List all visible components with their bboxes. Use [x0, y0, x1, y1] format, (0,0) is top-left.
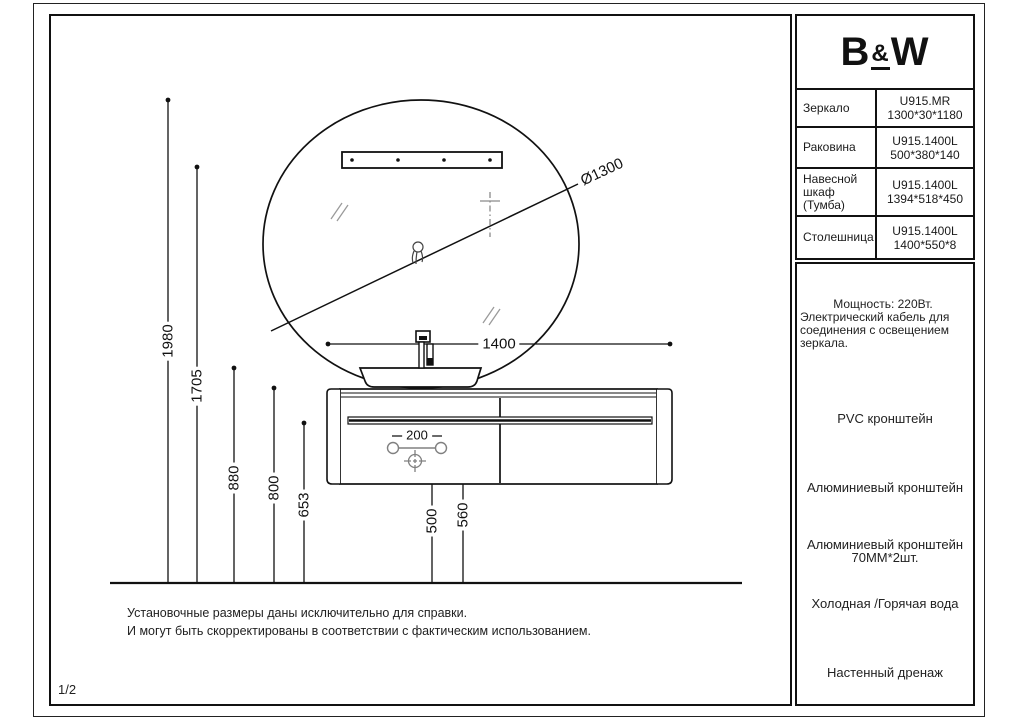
- dim-label-800: 800: [265, 472, 284, 503]
- row-model: U915.MR: [899, 94, 951, 108]
- row-name: Зеркало: [797, 90, 877, 126]
- row-model: U915.1400L: [892, 178, 958, 192]
- brand-logo: [797, 16, 973, 90]
- page-number: 1/2: [58, 682, 77, 697]
- power-note: [800, 298, 966, 350]
- dim-label-1400: 1400: [478, 336, 519, 353]
- water-supply-label: Холодная /Горячая вода: [811, 596, 959, 611]
- aluminum-bracket-small-label2: 70ММ*2шт.: [851, 550, 919, 565]
- installation-note-line1: Установочные размеры даны исключительно для справки.: [127, 606, 468, 620]
- dim-label-560: 560: [454, 499, 473, 530]
- dim-label-880: 880: [225, 462, 244, 493]
- pvc-bracket-label: PVC кронштейн: [837, 411, 933, 426]
- diameter-line: [271, 184, 578, 331]
- row-size: 1300*30*1180: [887, 108, 963, 122]
- cabinet-rail: [348, 417, 652, 424]
- table-row-basin: [797, 128, 973, 169]
- dim-label-1705: 1705: [188, 366, 207, 405]
- row-size: 1400*550*8: [893, 237, 957, 252]
- mirror-bracket-icon: [342, 152, 502, 168]
- row-model: U915.1400L: [892, 223, 958, 238]
- row-name: Навесной шкаф (Тумба): [797, 169, 877, 215]
- logo-letter-b: B: [840, 29, 871, 74]
- installation-note: [127, 604, 591, 640]
- vanity-cabinet: [327, 389, 672, 484]
- aluminum-bracket-small-label1: Алюминиевый кронштейн: [806, 537, 964, 552]
- wall-drain-label: Настенный дренаж: [827, 665, 943, 680]
- logo-ampersand: &: [871, 42, 889, 70]
- logo-letter-w: W: [890, 29, 930, 74]
- row-name: Столешница: [797, 217, 877, 258]
- faucet-icon: [416, 331, 433, 368]
- row-size: 1394*518*450: [886, 192, 964, 206]
- row-size: 500*380*140: [890, 147, 960, 162]
- table-row-countertop: [797, 217, 973, 258]
- dim-label-653: 653: [295, 489, 314, 520]
- row-name: Раковина: [797, 128, 877, 167]
- basin-outline: [360, 368, 481, 387]
- table-row-cabinet: [797, 169, 973, 217]
- spec-table: [795, 14, 975, 260]
- dim-label-500: 500: [423, 505, 442, 536]
- dim-label-200: 200: [402, 428, 432, 443]
- table-row-mirror: [797, 90, 973, 128]
- aluminum-bracket-label: Алюминиевый кронштейн: [806, 480, 964, 495]
- power-note-rest: Электрический кабель для соединения с освещением зеркала.: [800, 310, 950, 350]
- dim-label-mirror-diameter: Ø1300: [577, 154, 627, 190]
- installation-note-line2: И могут быть скорректированы в соответствии с фактическим использованием.: [127, 624, 591, 638]
- dim-label-1980: 1980: [159, 321, 178, 360]
- row-model: U915.1400L: [892, 133, 958, 148]
- power-note-line1: Мощность: 220Вт.: [833, 297, 933, 311]
